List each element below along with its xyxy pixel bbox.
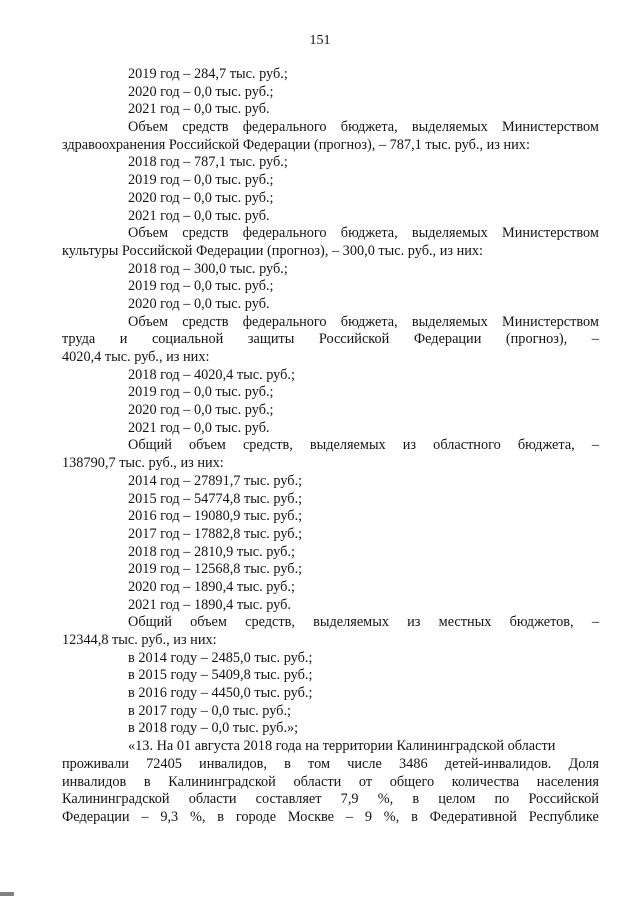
word: том — [308, 755, 331, 772]
word: Министерством — [502, 225, 599, 242]
word: средств — [182, 119, 229, 136]
word: средств — [182, 225, 229, 242]
word: Калининградской — [168, 773, 276, 790]
text-line: 2018 год – 787,1 тыс. руб.; — [128, 154, 288, 171]
word: бюджета, — [340, 225, 398, 242]
word: защиты — [247, 331, 295, 348]
word: выделяемых — [411, 313, 488, 330]
text-line — [62, 774, 599, 792]
word: из — [402, 437, 417, 454]
word: федерального — [242, 225, 327, 242]
word: Объем — [128, 313, 169, 330]
word: Калининградской — [62, 791, 170, 808]
word: бюджета, — [340, 313, 398, 330]
text-line — [62, 331, 599, 349]
word: Федерации — [62, 808, 130, 825]
text-line: в 2016 году – 4450,0 тыс. руб.; — [128, 685, 313, 702]
word: проживали — [62, 755, 129, 772]
word: Российской — [528, 791, 599, 808]
text-line — [128, 225, 599, 243]
word: по — [494, 791, 510, 808]
word: 9 — [364, 808, 372, 825]
word: Республике — [528, 808, 599, 825]
text-line — [128, 614, 599, 632]
text-line: 2019 год – 284,7 тыс. руб.; — [128, 66, 288, 82]
word: 3486 — [399, 755, 428, 772]
word: (прогноз), — [505, 331, 568, 348]
text-line: 2020 год – 0,0 тыс. руб.; — [128, 83, 274, 100]
text-line: 2017 год – 17882,8 тыс. руб.; — [128, 525, 303, 542]
word: объем — [190, 614, 227, 631]
word: объем — [189, 437, 226, 454]
text-line: 12344,8 тыс. руб., из них: — [62, 632, 217, 648]
word: и — [119, 331, 128, 348]
word: %, — [190, 808, 206, 825]
word: числе — [347, 755, 382, 772]
word: в — [217, 808, 225, 825]
text-line: 2014 год – 27891,7 тыс. руб.; — [128, 472, 303, 489]
word: в — [143, 773, 151, 790]
text-line: здравоохранения Российской Федерации (прогноз), – 787,1 тыс. руб., из них: — [62, 136, 530, 153]
word: – — [591, 614, 599, 631]
word: от — [358, 773, 373, 790]
word: труда — [62, 331, 96, 348]
text-line: 2020 год – 0,0 тыс. руб.; — [128, 189, 274, 206]
word: области — [293, 773, 342, 790]
word: Российской — [318, 331, 390, 348]
text-line: 2018 год – 4020,4 тыс. руб.; — [128, 366, 295, 383]
text-line: «13. На 01 августа 2018 года на территории Калининградской области — [128, 738, 556, 755]
word: выделяемых — [411, 119, 488, 136]
word: – — [141, 808, 149, 825]
text-line: 4020,4 тыс. руб., из них: — [62, 349, 210, 365]
text-line: 2015 год – 54774,8 тыс. руб.; — [128, 490, 303, 507]
text-line: в 2015 году – 5409,8 тыс. руб.; — [128, 667, 313, 684]
word: – — [591, 331, 599, 348]
page-number: 151 — [309, 33, 331, 48]
text-line — [128, 437, 599, 455]
text-line: 138790,7 тыс. руб., из них: — [62, 455, 224, 472]
text-line: в 2017 году – 0,0 тыс. руб.; — [128, 702, 291, 719]
word: Министерством — [502, 313, 599, 330]
word: 72405 — [146, 755, 182, 772]
word: количества — [451, 773, 520, 790]
word: области — [188, 791, 237, 808]
text-line: 2021 год – 0,0 тыс. руб. — [128, 207, 270, 224]
text-line: 2018 год – 300,0 тыс. руб.; — [128, 260, 288, 277]
word: выделяемых — [309, 437, 386, 454]
text-line: 2019 год – 0,0 тыс. руб.; — [128, 384, 274, 401]
word: выделяемых — [411, 225, 488, 242]
word: социальной — [151, 331, 224, 348]
text-line: 2020 год – 1890,4 тыс. руб.; — [128, 578, 295, 595]
text-line: 2021 год – 0,0 тыс. руб. — [128, 419, 270, 436]
word: – — [591, 437, 599, 454]
word: %, — [383, 808, 400, 825]
word: Министерством — [502, 119, 599, 136]
word: инвалидов — [62, 773, 127, 790]
word: 7,9 — [340, 791, 359, 808]
word: Объем — [128, 225, 169, 242]
word: целом — [438, 791, 476, 808]
text-line: 2016 год – 19080,9 тыс. руб.; — [128, 508, 303, 525]
word: Объем — [128, 119, 169, 136]
text-line: 2020 год – 0,0 тыс. руб.; — [128, 402, 274, 419]
text-line: в 2014 году – 2485,0 тыс. руб.; — [128, 649, 313, 666]
word: городе — [235, 808, 277, 825]
word: Доля — [568, 755, 599, 772]
word: детей-инвалидов. — [444, 755, 552, 772]
word: средств, — [245, 614, 295, 631]
word: Общий — [128, 614, 172, 631]
text-line: 2020 год – 0,0 тыс. руб. — [128, 295, 270, 312]
word: Общий — [128, 437, 172, 454]
text-line — [62, 809, 599, 827]
word: – — [345, 808, 353, 825]
word: Федеративной — [429, 808, 517, 825]
word: из — [407, 614, 421, 631]
text-line: в 2018 году – 0,0 тыс. руб.»; — [128, 720, 299, 737]
word: в — [284, 755, 291, 772]
text-line — [62, 756, 599, 774]
text-line — [128, 314, 599, 332]
word: областного — [433, 437, 501, 454]
text-line: культуры Российской Федерации (прогноз), – 300,0 тыс. руб., из них: — [62, 242, 483, 259]
text-line — [128, 119, 599, 137]
word: в — [412, 791, 420, 808]
word: средств — [182, 313, 229, 330]
word: местных — [438, 614, 492, 631]
word: Федерации — [413, 331, 482, 348]
word: 9,3 — [160, 808, 179, 825]
word: составляет — [255, 791, 322, 808]
word: федерального — [242, 313, 327, 330]
text-line: 2019 год – 0,0 тыс. руб.; — [128, 172, 274, 189]
word: федерального — [242, 119, 327, 136]
text-line: 2019 год – 12568,8 тыс. руб.; — [128, 561, 303, 578]
word: общего — [389, 773, 435, 790]
text-line: 2021 год – 0,0 тыс. руб. — [128, 101, 270, 118]
word: бюджета, — [340, 119, 398, 136]
word: инвалидов, — [199, 755, 267, 772]
scan-edge-mark — [0, 892, 14, 896]
document-body — [0, 66, 640, 827]
word: в — [411, 808, 418, 825]
text-line: 2021 год – 1890,4 тыс. руб. — [128, 596, 291, 613]
word: выделяемых — [313, 614, 389, 631]
text-line — [62, 791, 599, 809]
text-line: 2018 год – 2810,9 тыс. руб.; — [128, 543, 295, 560]
word: бюджетов, — [509, 614, 574, 631]
text-line: 2019 год – 0,0 тыс. руб.; — [128, 278, 274, 295]
word: %, — [377, 791, 394, 808]
word: Москве — [287, 808, 335, 825]
word: средств, — [242, 437, 293, 454]
word: бюджета, — [517, 437, 575, 454]
word: населения — [536, 773, 599, 790]
